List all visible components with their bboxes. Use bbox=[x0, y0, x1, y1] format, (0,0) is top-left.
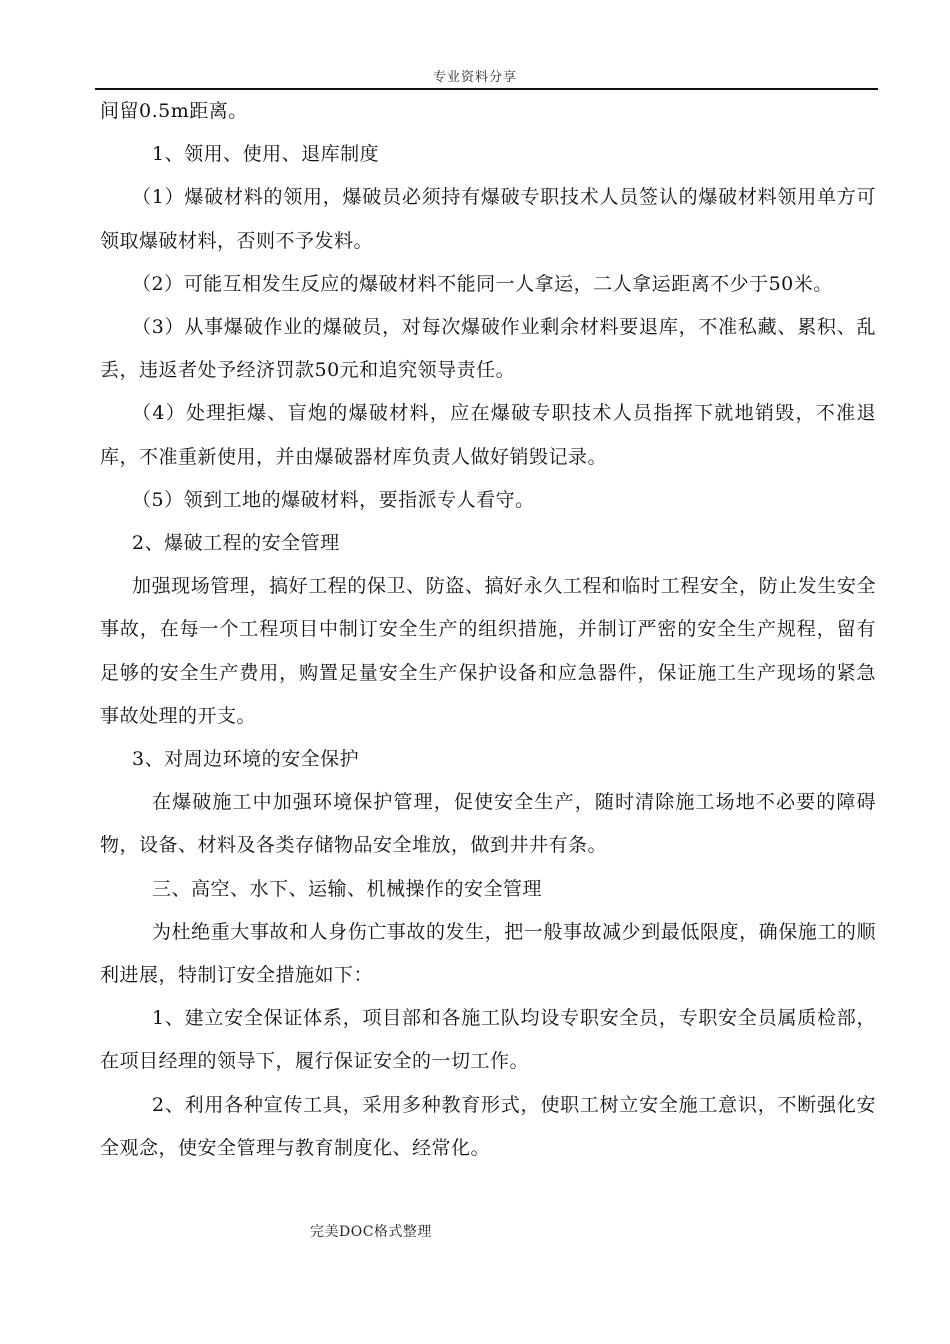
header-text: 专业资料分享 bbox=[432, 70, 517, 85]
paragraph-site-management: 加强现场管理，搞好工程的保卫、防盗、搞好永久工程和临时工程安全，防止发生安全事故，在每一个工程项目中制订安全生产的组织措施，并制订严密的安全生产规程，留有足够的安全生产费用，购置足量安全生产保护设备和应急器件，保证施工生产现场的紧急事故处理的开支。 bbox=[100, 575, 876, 727]
page-footer: 完美DOC格式整理 bbox=[310, 1224, 432, 1240]
paragraph-rule-5: （5）领到工地的爆破材料，要指派专人看守。 bbox=[132, 488, 535, 511]
section-heading-environment: 3、对周边环境的安全保护 bbox=[132, 748, 360, 771]
section-heading-usage-rules: 1、领用、使用、退库制度 bbox=[152, 143, 380, 166]
paragraph-distance-note: 间留0.5m距离。 bbox=[100, 100, 248, 122]
section-heading-blasting-safety: 2、爆破工程的安全管理 bbox=[132, 532, 340, 555]
paragraph-safety-intro: 为杜绝重大事故和人身伤亡事故的发生，把一般事故减少到最低限度，确保施工的顺利进展，特制订安全措施如下： bbox=[100, 920, 876, 987]
paragraph-rule-1: （1）爆破材料的领用，爆破员必须持有爆破专职技术人员签认的爆破材料领用单方可领取爆破材料，否则不予发料。 bbox=[100, 186, 876, 252]
paragraph-rule-2: （2）可能互相发生反应的爆破材料不能同一人拿运，二人拿运距离不少于50米。 bbox=[132, 272, 833, 295]
paragraph-measure-2: 2、利用各种宣传工具，采用多种教育形式，使职工树立安全施工意识，不断强化安全观念，使安全管理与教育制度化、经常化。 bbox=[100, 1093, 876, 1159]
section-heading-operations-safety: 三、高空、水下、运输、机械操作的安全管理 bbox=[152, 877, 543, 900]
document-body bbox=[100, 90, 876, 1170]
paragraph-measure-1: 1、建立安全保证体系，项目部和各施工队均设专职安全员，专职安全员属质检部，在项目经理的领导下，履行保证安全的一切工作。 bbox=[100, 1007, 876, 1073]
paragraph-rule-4: （4）处理拒爆、盲炮的爆破材料，应在爆破专职技术人员指挥下就地销毁，不准退库，不准重新使用，并由爆破器材库负责人做好销毁记录。 bbox=[100, 402, 876, 468]
paragraph-rule-3: （3）从事爆破作业的爆破员，对每次爆破作业剩余材料要退库，不准私藏、累积、乱丢，违返者处予经济罚款50元和追究领导责任。 bbox=[100, 316, 876, 382]
paragraph-environment-protection: 在爆破施工中加强环境保护管理，促使安全生产，随时清除施工场地不必要的障碍物，设备、材料及各类存储物品安全堆放，做到井井有条。 bbox=[100, 791, 876, 857]
